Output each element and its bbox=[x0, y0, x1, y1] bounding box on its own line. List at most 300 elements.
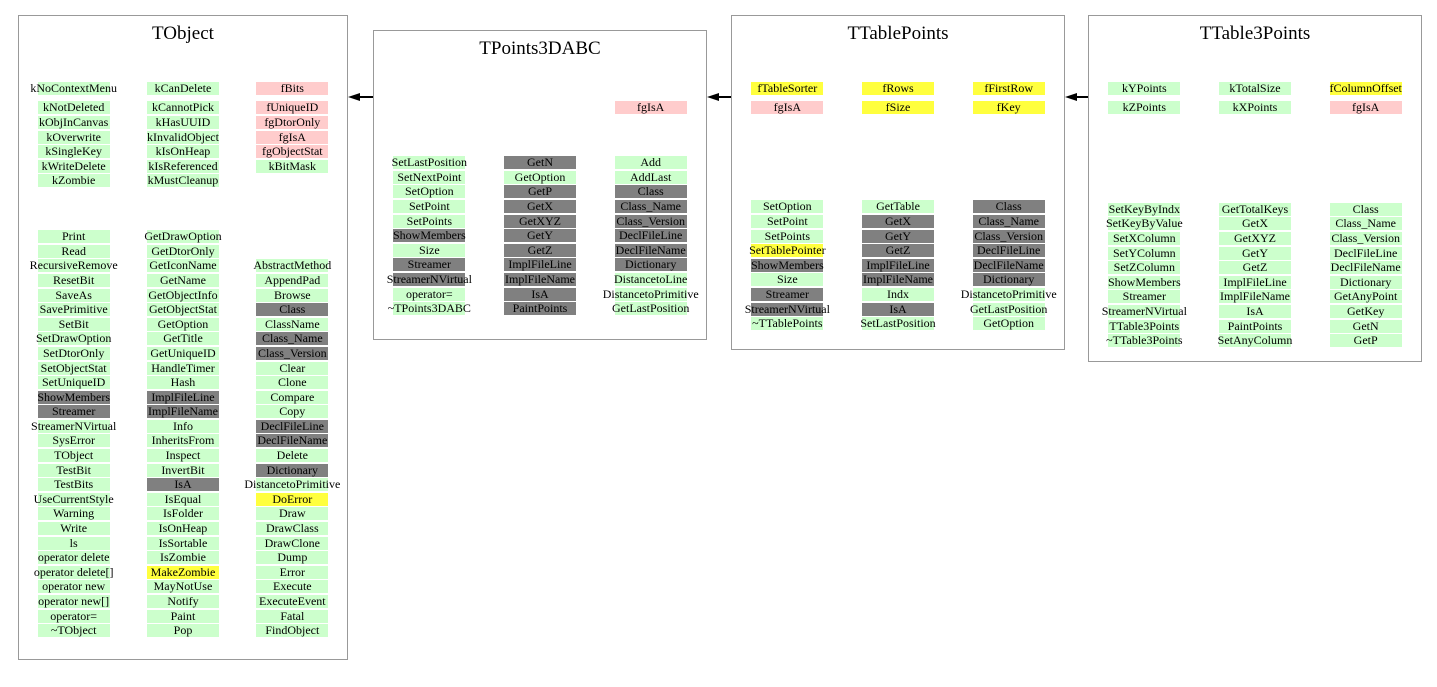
member-cell[interactable] bbox=[393, 200, 465, 213]
member-cell[interactable] bbox=[862, 259, 934, 272]
member-label: DistancetoPrimitive bbox=[244, 477, 341, 492]
member-cell[interactable] bbox=[973, 244, 1045, 257]
member-cell[interactable] bbox=[256, 274, 328, 287]
member-cell[interactable] bbox=[751, 215, 823, 228]
member-label: operator= bbox=[50, 608, 98, 623]
member-cell[interactable] bbox=[1219, 203, 1291, 216]
member-row bbox=[485, 228, 596, 243]
member-cell[interactable] bbox=[615, 101, 687, 114]
member-cell[interactable] bbox=[38, 332, 110, 345]
member-cell[interactable] bbox=[147, 131, 219, 144]
member-cell[interactable] bbox=[38, 274, 110, 287]
member-cell[interactable] bbox=[393, 185, 465, 198]
member-cell[interactable] bbox=[256, 551, 328, 564]
member-row bbox=[732, 287, 843, 302]
member-label: GetTable bbox=[876, 199, 920, 214]
class-title-tpoints3dabc[interactable]: TPoints3DABC bbox=[479, 38, 601, 59]
member-cell[interactable] bbox=[147, 478, 219, 491]
member-cell[interactable] bbox=[38, 624, 110, 637]
member-cell[interactable] bbox=[504, 200, 576, 213]
member-cell[interactable] bbox=[504, 288, 576, 301]
member-cell[interactable] bbox=[33, 491, 114, 506]
member-cell[interactable] bbox=[504, 273, 576, 286]
class-title-ttable3points[interactable]: TTable3Points bbox=[1199, 23, 1311, 44]
member-cell[interactable] bbox=[749, 243, 826, 258]
member-cell[interactable] bbox=[256, 131, 328, 144]
member-cell[interactable] bbox=[147, 405, 219, 418]
member-label: Dictionary bbox=[1340, 274, 1392, 289]
member-cell[interactable] bbox=[751, 82, 823, 95]
member-cell[interactable] bbox=[38, 537, 110, 550]
member-cell[interactable] bbox=[973, 230, 1045, 243]
member-label: IsSortable bbox=[158, 535, 208, 550]
member-cell[interactable] bbox=[862, 82, 934, 95]
member-cell[interactable] bbox=[1108, 261, 1180, 274]
member-row bbox=[238, 259, 347, 274]
member-row bbox=[953, 243, 1064, 258]
member-label: kYPoints bbox=[1121, 80, 1167, 95]
member-cell[interactable] bbox=[38, 131, 110, 144]
member-cell[interactable] bbox=[147, 318, 219, 331]
member-cell[interactable] bbox=[751, 288, 823, 301]
member-cell[interactable] bbox=[147, 376, 219, 389]
member-cell[interactable] bbox=[38, 610, 110, 623]
member-cell[interactable] bbox=[1330, 217, 1402, 230]
member-label: SetPoints bbox=[406, 213, 452, 228]
member-cell[interactable] bbox=[147, 595, 219, 608]
class-title-ttablepoints[interactable]: TTablePoints bbox=[847, 23, 949, 44]
member-row bbox=[374, 258, 485, 273]
member-cell[interactable] bbox=[862, 273, 934, 286]
member-cell[interactable] bbox=[1330, 247, 1402, 260]
member-row bbox=[732, 229, 843, 244]
member-label: ~TTable3Points bbox=[1106, 333, 1183, 348]
member-column bbox=[1200, 202, 1311, 348]
member-row bbox=[238, 81, 347, 96]
member-row bbox=[953, 273, 1064, 288]
member-cell[interactable] bbox=[147, 82, 219, 95]
member-row bbox=[1310, 246, 1421, 261]
member-cell[interactable] bbox=[256, 303, 328, 316]
member-label: SysError bbox=[52, 433, 95, 448]
member-cell[interactable] bbox=[615, 244, 687, 257]
member-cell[interactable] bbox=[751, 273, 823, 286]
member-column bbox=[485, 100, 596, 120]
member-cell[interactable] bbox=[147, 566, 219, 579]
member-cell[interactable] bbox=[1330, 334, 1402, 347]
member-cell[interactable] bbox=[38, 289, 110, 302]
member-cell[interactable] bbox=[1108, 247, 1180, 260]
member-cell[interactable] bbox=[38, 303, 110, 316]
member-cell[interactable] bbox=[393, 244, 465, 257]
member-label: InheritsFrom bbox=[151, 433, 215, 448]
member-row bbox=[238, 565, 347, 580]
member-cell[interactable] bbox=[973, 259, 1045, 272]
member-row bbox=[19, 405, 128, 420]
member-cell[interactable] bbox=[1219, 305, 1291, 318]
member-cell[interactable] bbox=[38, 347, 110, 360]
member-cell[interactable] bbox=[1108, 82, 1180, 95]
member-cell[interactable] bbox=[615, 215, 687, 228]
member-cell[interactable] bbox=[256, 595, 328, 608]
member-label: operator delete bbox=[37, 550, 110, 565]
member-row bbox=[1200, 260, 1311, 275]
member-label: Warning bbox=[53, 506, 95, 521]
member-cell[interactable] bbox=[147, 362, 219, 375]
member-cell[interactable] bbox=[1330, 261, 1402, 274]
member-cell[interactable] bbox=[33, 564, 114, 579]
member-cell[interactable] bbox=[147, 624, 219, 637]
member-label: ResetBit bbox=[52, 272, 95, 287]
member-label: GetUniqueID bbox=[150, 345, 216, 360]
member-cell[interactable] bbox=[256, 610, 328, 623]
member-label: kSingleKey bbox=[45, 144, 102, 159]
member-label: SetLastPosition bbox=[860, 316, 936, 331]
tobject-methods bbox=[19, 229, 347, 638]
member-cell[interactable] bbox=[30, 80, 117, 95]
member-cell[interactable] bbox=[256, 332, 328, 345]
member-row bbox=[485, 301, 596, 316]
member-label: AppendPad bbox=[264, 272, 321, 287]
member-cell[interactable] bbox=[504, 215, 576, 228]
member-label: SetBit bbox=[58, 316, 89, 331]
member-cell[interactable] bbox=[970, 301, 1048, 316]
member-cell[interactable] bbox=[973, 200, 1045, 213]
member-cell[interactable] bbox=[751, 317, 823, 330]
member-row bbox=[19, 332, 128, 347]
member-row bbox=[238, 536, 347, 551]
member-cell[interactable] bbox=[615, 229, 687, 242]
member-cell[interactable] bbox=[504, 171, 576, 184]
member-cell[interactable] bbox=[147, 391, 219, 404]
member-cell[interactable] bbox=[973, 82, 1045, 95]
member-label: IsFolder bbox=[162, 506, 203, 521]
member-cell[interactable] bbox=[256, 580, 328, 593]
member-label: Pop bbox=[173, 623, 193, 638]
member-row bbox=[485, 243, 596, 258]
member-row bbox=[732, 214, 843, 229]
member-cell[interactable] bbox=[256, 82, 328, 95]
member-row bbox=[1200, 290, 1311, 305]
member-cell[interactable] bbox=[38, 391, 110, 404]
member-cell[interactable] bbox=[393, 156, 465, 169]
member-cell[interactable] bbox=[256, 405, 328, 418]
member-cell[interactable] bbox=[1219, 276, 1291, 289]
member-cell[interactable] bbox=[256, 101, 328, 114]
member-cell[interactable] bbox=[256, 507, 328, 520]
member-cell[interactable] bbox=[144, 229, 222, 244]
member-cell[interactable] bbox=[504, 258, 576, 271]
member-row bbox=[19, 81, 128, 96]
member-cell[interactable] bbox=[38, 449, 110, 462]
member-cell[interactable] bbox=[38, 160, 110, 173]
member-cell[interactable] bbox=[38, 434, 110, 447]
member-cell[interactable] bbox=[38, 580, 110, 593]
member-cell[interactable] bbox=[1101, 304, 1187, 319]
member-cell[interactable] bbox=[256, 318, 328, 331]
member-label: Error bbox=[279, 564, 305, 579]
member-cell[interactable] bbox=[38, 145, 110, 158]
member-column bbox=[595, 155, 706, 316]
member-cell[interactable] bbox=[147, 580, 219, 593]
member-cell[interactable] bbox=[38, 376, 110, 389]
member-cell[interactable] bbox=[1330, 101, 1402, 114]
member-cell[interactable] bbox=[256, 464, 328, 477]
member-cell[interactable] bbox=[1219, 82, 1291, 95]
member-cell[interactable] bbox=[973, 317, 1045, 330]
member-column bbox=[953, 200, 1064, 331]
member-cell[interactable] bbox=[504, 185, 576, 198]
member-cell[interactable] bbox=[38, 551, 110, 564]
member-cell[interactable] bbox=[256, 566, 328, 579]
member-cell[interactable] bbox=[1108, 232, 1180, 245]
member-cell[interactable] bbox=[147, 116, 219, 129]
member-cell[interactable] bbox=[504, 229, 576, 242]
member-cell[interactable] bbox=[256, 362, 328, 375]
member-cell[interactable] bbox=[387, 301, 471, 316]
member-cell[interactable] bbox=[147, 347, 219, 360]
member-cell[interactable] bbox=[244, 477, 341, 492]
member-label: Clone bbox=[277, 375, 307, 390]
member-label: ~TPoints3DABC bbox=[387, 301, 471, 316]
member-cell[interactable] bbox=[1219, 320, 1291, 333]
member-label: SetPoints bbox=[764, 228, 810, 243]
member-cell[interactable] bbox=[147, 174, 219, 187]
member-row bbox=[238, 115, 347, 130]
member-cell[interactable] bbox=[615, 156, 687, 169]
member-cell[interactable] bbox=[973, 101, 1045, 114]
member-row bbox=[1310, 304, 1421, 319]
member-cell[interactable] bbox=[602, 286, 699, 301]
member-row bbox=[732, 302, 843, 317]
member-cell[interactable] bbox=[256, 347, 328, 360]
member-label: GetX bbox=[527, 199, 553, 214]
member-label: GetKey bbox=[1347, 304, 1385, 319]
member-cell[interactable] bbox=[256, 449, 328, 462]
member-label: ImplFileLine bbox=[1223, 274, 1287, 289]
member-cell[interactable] bbox=[256, 391, 328, 404]
member-label: kXPoints bbox=[1232, 100, 1278, 115]
member-cell[interactable] bbox=[386, 272, 472, 287]
tpoints3dabc-fields bbox=[374, 100, 706, 120]
member-cell[interactable] bbox=[256, 116, 328, 129]
member-cell[interactable] bbox=[615, 185, 687, 198]
member-row bbox=[595, 258, 706, 273]
member-cell[interactable] bbox=[751, 200, 823, 213]
member-cell[interactable] bbox=[504, 156, 576, 169]
member-cell[interactable] bbox=[256, 537, 328, 550]
member-cell[interactable] bbox=[1219, 290, 1291, 303]
member-cell[interactable] bbox=[38, 362, 110, 375]
member-row bbox=[732, 316, 843, 331]
member-label: Streamer bbox=[1122, 289, 1166, 304]
member-cell[interactable] bbox=[38, 174, 110, 187]
member-cell[interactable] bbox=[147, 551, 219, 564]
member-cell[interactable] bbox=[38, 245, 110, 258]
member-cell[interactable] bbox=[29, 258, 118, 273]
member-row bbox=[1310, 231, 1421, 246]
member-cell[interactable] bbox=[38, 318, 110, 331]
member-row bbox=[1089, 81, 1200, 96]
member-row bbox=[19, 434, 128, 449]
member-cell[interactable] bbox=[147, 259, 219, 272]
member-label: TTable3Points bbox=[1109, 318, 1180, 333]
member-cell[interactable] bbox=[147, 464, 219, 477]
member-cell[interactable] bbox=[615, 273, 687, 286]
member-cell[interactable] bbox=[147, 522, 219, 535]
member-label: DeclFileLine bbox=[260, 418, 324, 433]
member-cell[interactable] bbox=[31, 418, 117, 433]
member-cell[interactable] bbox=[38, 507, 110, 520]
member-cell[interactable] bbox=[147, 332, 219, 345]
member-cell[interactable] bbox=[1219, 101, 1291, 114]
member-cell[interactable] bbox=[1108, 320, 1180, 333]
member-cell[interactable] bbox=[862, 303, 934, 316]
member-cell[interactable] bbox=[393, 258, 465, 271]
member-cell[interactable] bbox=[504, 244, 576, 257]
member-row bbox=[19, 115, 128, 130]
member-row bbox=[19, 229, 128, 244]
member-column bbox=[374, 100, 485, 120]
member-cell[interactable] bbox=[862, 244, 934, 257]
member-cell[interactable] bbox=[1330, 290, 1402, 303]
member-label: Write bbox=[60, 521, 88, 536]
member-row bbox=[238, 448, 347, 463]
member-cell[interactable] bbox=[256, 160, 328, 173]
member-cell[interactable] bbox=[147, 434, 219, 447]
member-cell[interactable] bbox=[1108, 290, 1180, 303]
member-cell[interactable] bbox=[147, 493, 219, 506]
member-cell[interactable] bbox=[1330, 232, 1402, 245]
member-cell[interactable] bbox=[612, 301, 690, 316]
member-cell[interactable] bbox=[1108, 101, 1180, 114]
member-label: AddLast bbox=[630, 169, 672, 184]
member-cell[interactable] bbox=[147, 145, 219, 158]
member-row bbox=[238, 317, 347, 332]
member-cell[interactable] bbox=[862, 317, 934, 330]
member-cell[interactable] bbox=[393, 215, 465, 228]
member-cell[interactable] bbox=[147, 507, 219, 520]
member-label: Dictionary bbox=[983, 272, 1035, 287]
member-label: kCannotPick bbox=[151, 100, 214, 115]
member-cell[interactable] bbox=[256, 420, 328, 433]
member-cell[interactable] bbox=[147, 274, 219, 287]
member-cell[interactable] bbox=[862, 230, 934, 243]
member-cell[interactable] bbox=[1219, 217, 1291, 230]
member-cell[interactable] bbox=[38, 405, 110, 418]
member-label: operator= bbox=[405, 286, 453, 301]
member-cell[interactable] bbox=[615, 200, 687, 213]
member-label: Streamer bbox=[407, 257, 451, 272]
member-cell[interactable] bbox=[38, 522, 110, 535]
member-cell[interactable] bbox=[973, 273, 1045, 286]
member-cell[interactable] bbox=[38, 116, 110, 129]
member-cell[interactable] bbox=[504, 302, 576, 315]
class-title-tobject[interactable]: TObject bbox=[152, 23, 214, 44]
member-cell[interactable] bbox=[1330, 320, 1402, 333]
member-cell[interactable] bbox=[1330, 276, 1402, 289]
member-cell[interactable] bbox=[256, 434, 328, 447]
member-cell[interactable] bbox=[862, 215, 934, 228]
member-cell[interactable] bbox=[38, 464, 110, 477]
member-label: Dictionary bbox=[625, 257, 677, 272]
member-cell[interactable] bbox=[147, 303, 219, 316]
member-label: Dictionary bbox=[266, 462, 318, 477]
member-row bbox=[485, 170, 596, 185]
member-cell[interactable] bbox=[751, 259, 823, 272]
member-cell[interactable] bbox=[256, 522, 328, 535]
member-cell[interactable] bbox=[1330, 305, 1402, 318]
member-cell[interactable] bbox=[256, 376, 328, 389]
member-cell[interactable] bbox=[393, 171, 465, 184]
member-cell[interactable] bbox=[1106, 333, 1183, 348]
member-row bbox=[128, 229, 237, 244]
member-cell[interactable] bbox=[1219, 334, 1291, 347]
member-cell[interactable] bbox=[862, 200, 934, 213]
member-cell[interactable] bbox=[1219, 232, 1291, 245]
member-cell[interactable] bbox=[751, 101, 823, 114]
member-label: ls bbox=[69, 535, 78, 550]
member-label: kNotDeleted bbox=[43, 100, 105, 115]
member-cell[interactable] bbox=[38, 230, 110, 243]
member-cell[interactable] bbox=[256, 145, 328, 158]
member-cell[interactable] bbox=[960, 287, 1057, 302]
member-cell[interactable] bbox=[1330, 82, 1402, 95]
member-cell[interactable] bbox=[147, 160, 219, 173]
member-cell[interactable] bbox=[1219, 261, 1291, 274]
member-cell[interactable] bbox=[615, 258, 687, 271]
member-label: Dump bbox=[277, 550, 308, 565]
member-row bbox=[595, 301, 706, 316]
member-label: SetUniqueID bbox=[41, 375, 106, 390]
member-cell[interactable] bbox=[38, 101, 110, 114]
member-cell[interactable] bbox=[751, 230, 823, 243]
member-cell[interactable] bbox=[393, 288, 465, 301]
member-cell[interactable] bbox=[744, 301, 830, 316]
member-cell[interactable] bbox=[1219, 247, 1291, 260]
member-cell[interactable] bbox=[1108, 276, 1180, 289]
member-cell[interactable] bbox=[256, 624, 328, 637]
member-cell[interactable] bbox=[1330, 203, 1402, 216]
member-cell[interactable] bbox=[615, 171, 687, 184]
member-cell[interactable] bbox=[973, 215, 1045, 228]
member-cell[interactable] bbox=[253, 258, 332, 273]
member-cell[interactable] bbox=[147, 289, 219, 302]
member-label: ShowMembers bbox=[751, 257, 824, 272]
member-cell[interactable] bbox=[862, 288, 934, 301]
arrow-shaft bbox=[1077, 96, 1088, 98]
member-cell[interactable] bbox=[393, 229, 465, 242]
member-cell[interactable] bbox=[147, 537, 219, 550]
member-cell[interactable] bbox=[147, 245, 219, 258]
member-cell[interactable] bbox=[147, 101, 219, 114]
member-cell[interactable] bbox=[38, 478, 110, 491]
member-cell[interactable] bbox=[1108, 203, 1180, 216]
member-cell[interactable] bbox=[147, 420, 219, 433]
member-row bbox=[19, 609, 128, 624]
member-cell[interactable] bbox=[256, 289, 328, 302]
member-cell[interactable] bbox=[38, 595, 110, 608]
class-box-ttable3points bbox=[1088, 15, 1422, 362]
member-label: InvertBit bbox=[161, 462, 205, 477]
member-cell[interactable] bbox=[256, 493, 328, 506]
member-cell[interactable] bbox=[147, 610, 219, 623]
member-row bbox=[19, 594, 128, 609]
member-cell[interactable] bbox=[862, 101, 934, 114]
member-cell[interactable] bbox=[147, 449, 219, 462]
member-cell[interactable] bbox=[1106, 216, 1183, 231]
member-row bbox=[128, 244, 237, 259]
